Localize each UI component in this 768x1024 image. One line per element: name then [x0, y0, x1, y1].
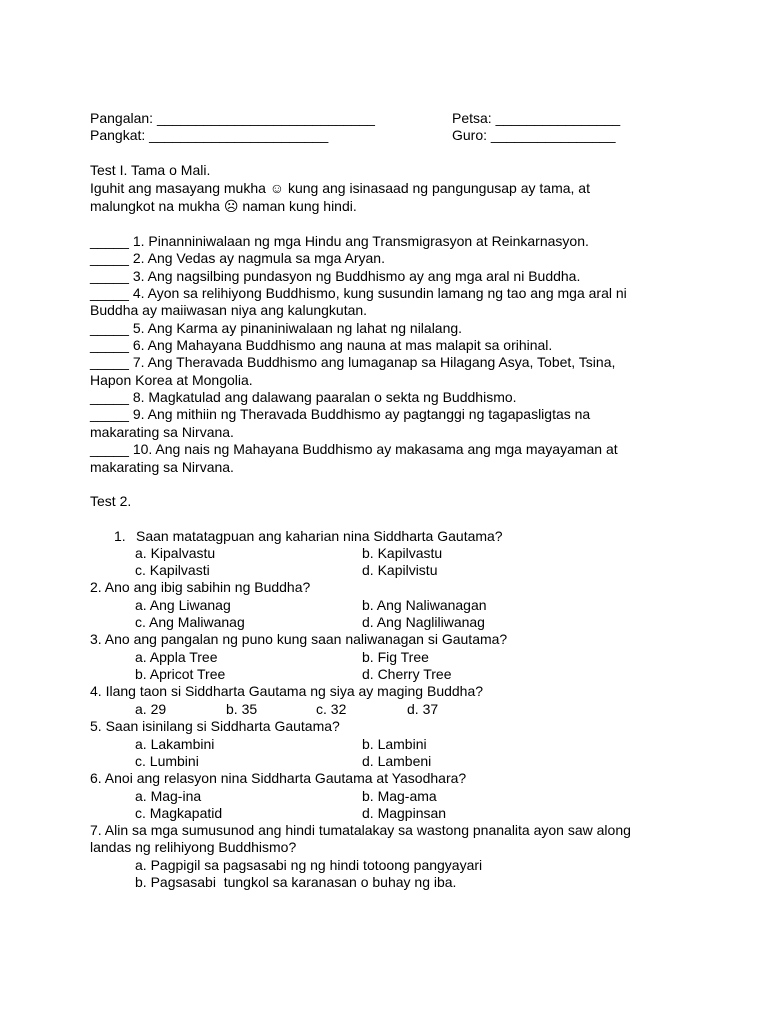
q2-option-d: d. Ang Nagliliwanag — [362, 614, 485, 630]
q3-option-c: b. Apricot Tree — [135, 666, 226, 682]
q5-option-d: d. Lambeni — [362, 753, 432, 769]
test1-instructions-line2: malungkot na mukha ☹ naman kung hindi. — [90, 198, 357, 214]
q1-option-d: d. Kapilvistu — [362, 562, 438, 578]
q5-option-b: b. Lambini — [362, 736, 427, 752]
name-field: Pangalan: ____________________________ — [90, 110, 375, 126]
q1-option-c: c. Kapilvasti — [135, 562, 210, 578]
test1-item-8: _____ 8. Magkatulad ang dalawang paaralan o sekta ng Buddhismo. — [90, 389, 517, 405]
q2-question: 2. Ano ang ibig sabihin ng Buddha? — [90, 579, 311, 595]
q7-option-a: a. Pagpigil sa pagsasabi ng ng hindi totoong pangyayari — [135, 857, 483, 873]
test1-item-4-cont: Buddha ay maiiwasan niya ang kalungkutan. — [90, 302, 368, 318]
q3-option-b: b. Fig Tree — [362, 649, 429, 665]
q1-option-a: a. Kipalvastu — [135, 545, 216, 561]
group-field: Pangkat: _______________________ — [90, 127, 329, 143]
q2-option-a: a. Ang Liwanag — [135, 597, 231, 613]
q2-option-b: b. Ang Naliwanagan — [362, 597, 487, 613]
q7-question-line1: 7. Alin sa mga sumusunod ang hindi tumatalakay sa wastong pnanalita ayon saw along — [90, 822, 631, 838]
q3-question: 3. Ano ang pangalan ng puno kung saan naliwanagan si Gautama? — [90, 631, 508, 647]
q7-option-b: b. Pagsasabi tungkol sa karanasan o buhay ng iba. — [135, 874, 457, 890]
test1-item-5: _____ 5. Ang Karma ay pinaniniwalaan ng lahat ng nilalang. — [90, 320, 463, 336]
q5-option-a: a. Lakambini — [135, 736, 215, 752]
q3-option-a: a. Appla Tree — [135, 649, 218, 665]
test1-item-2: _____ 2. Ang Vedas ay nagmula sa mga Aryan. — [90, 250, 385, 266]
q1-option-b: b. Kapilvastu — [362, 545, 443, 561]
test1-item-1: _____ 1. Pinanniniwalaan ng mga Hindu ang Transmigrasyon at Reinkarnasyon. — [90, 233, 589, 249]
q4-option-c: c. 32 — [316, 701, 347, 717]
q1-number: 1. — [114, 528, 126, 544]
test1-item-9: _____ 9. Ang mithiin ng Theravada Buddhismo ay pagtanggi ng tagapasligtas na — [90, 406, 591, 422]
q5-option-c: c. Lumbini — [135, 753, 199, 769]
test1-item-3: _____ 3. Ang nagsilbing pundasyon ng Buddhismo ay ang mga aral ni Buddha. — [90, 268, 581, 284]
q6-option-b: b. Mag-ama — [362, 788, 437, 804]
q7-question-line2: landas ng relihiyong Buddhismo? — [90, 839, 297, 855]
test1-item-6: _____ 6. Ang Mahayana Buddhismo ang nauna at mas malapit sa orihinal. — [90, 337, 553, 353]
q6-option-c: c. Magkapatid — [135, 805, 223, 821]
q3-option-d: d. Cherry Tree — [362, 666, 452, 682]
q2-option-c: c. Ang Maliwanag — [135, 614, 245, 630]
q4-question: 4. Ilang taon si Siddharta Gautama ng siya ay maging Buddha? — [90, 683, 484, 699]
test1-item-9-cont: makarating sa Nirvana. — [90, 424, 234, 440]
q5-question: 5. Saan isinilang si Siddharta Gautama? — [90, 718, 340, 734]
test1-item-7-cont: Hapon Korea at Mongolia. — [90, 372, 253, 388]
q4-option-b: b. 35 — [226, 701, 258, 717]
q1-question: Saan matatagpuan ang kaharian nina Siddharta Gautama? — [136, 528, 503, 544]
test2-title: Test 2. — [90, 493, 132, 509]
q6-question: 6. Anoi ang relasyon nina Siddharta Gautama at Yasodhara? — [90, 770, 467, 786]
test1-item-10-cont: makarating sa Nirvana. — [90, 459, 234, 475]
q6-option-d: d. Magpinsan — [362, 805, 447, 821]
teacher-field: Guro: ________________ — [452, 127, 616, 143]
test1-item-10: _____ 10. Ang nais ng Mahayana Buddhismo ay makasama ang mga mayayaman at — [90, 441, 618, 457]
q4-option-d: d. 37 — [407, 701, 439, 717]
test1-instructions-line1: Iguhit ang masayang mukha ☺ kung ang isinasaad ng pangungusap ay tama, at — [90, 180, 590, 196]
test1-item-7: _____ 7. Ang Theravada Buddhismo ang lumaganap sa Hilagang Asya, Tobet, Tsina, — [90, 354, 616, 370]
q6-option-a: a. Mag-ina — [135, 788, 202, 804]
date-field: Petsa: ________________ — [452, 110, 621, 126]
test1-title: Test I. Tama o Mali. — [90, 162, 211, 178]
q4-option-a: a. 29 — [135, 701, 167, 717]
test1-item-4: _____ 4. Ayon sa relihiyong Buddhismo, kung susundin lamang ng tao ang mga aral ni — [90, 285, 627, 301]
